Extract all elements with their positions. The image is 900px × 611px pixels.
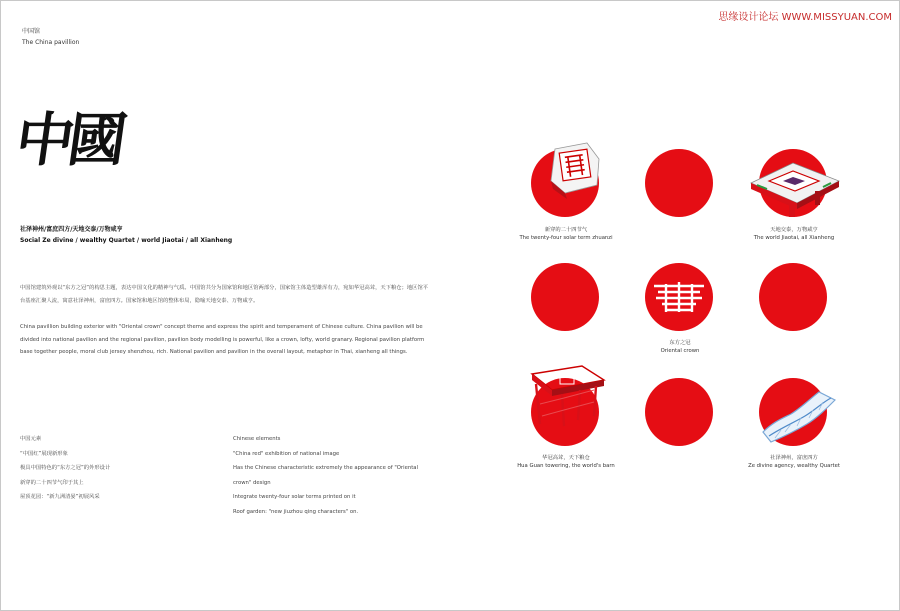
caption-en: Ze divine agency, wealthy Quartet <box>748 463 840 469</box>
list-item: Integrate twenty-four solar terms printed on it <box>233 494 356 500</box>
caption-solar-terms <box>491 226 641 242</box>
caption-cn: 华冠高耸，天下粮仓 <box>542 455 590 461</box>
list-item: crown" design <box>233 479 271 486</box>
red-circle-4 <box>531 263 599 331</box>
red-circle-8 <box>645 378 713 446</box>
caption-en: Hua Guan towering, the world's barn <box>517 463 615 469</box>
caption-en: Oriental crown <box>660 348 700 354</box>
red-circle-2 <box>645 149 713 217</box>
list-item: Chinese elements <box>233 436 281 442</box>
list-item: “中国红”展现新形象 <box>20 450 68 457</box>
list-item: 屋顶花园：“新九洲清晏”初展风采 <box>20 494 100 500</box>
caption-cn: 新穿的二十四节气 <box>544 227 588 233</box>
pavilion-roof-icon <box>749 157 841 219</box>
caption-hua-guan <box>491 454 641 470</box>
subtitle-en: Social Ze divine / wealthy Quartet / world Jiaotai / all Xianheng <box>20 237 233 244</box>
caption-oriental-crown <box>605 339 755 355</box>
subtitle <box>20 224 232 246</box>
red-circle-6 <box>759 263 827 331</box>
caption-cn: 天地交泰，万物咸亨 <box>770 227 818 233</box>
caption-ze-divine <box>719 454 869 470</box>
intro-paragraph-en: China pavillion building exterior with "Oriental crown" concept theme and express the spirit and temperament of Chinese culture. China pavilion will be divided into national pavilion and the regional pavilion, pavilion body modelling is powerful, like a crown, lofty, world granary. Regional pavilion platform base together people, moral club jersey shenzhou, rich. National pavilion and pavilion in the overall layout, metaphor in Thai, xianheng all things. <box>20 324 425 355</box>
oriental-crown-icon <box>650 280 708 314</box>
map-of-china-icon <box>761 388 837 444</box>
pavilion-structure-icon <box>522 364 608 430</box>
caption-cn: 社泽神州，富庶四方 <box>770 455 818 461</box>
elements-list-cn <box>20 432 200 505</box>
list-item: Roof garden: "new jiuzhou qing characters" on. <box>233 508 359 515</box>
list-item: "China red" exhibition of national image <box>233 450 340 457</box>
header-title-en: The China pavillion <box>22 39 80 46</box>
subtitle-cn: 社泽神州/富庶四方/天地交泰/万物咸亨 <box>20 226 123 233</box>
calligraphy-title: 中國 <box>11 106 126 174</box>
intro-paragraph-cn: 中国馆建筑外观以“东方之冠”的构思主题，表达中国文化的精神与气质。中国馆共分为国家馆和地区馆两部分，国家馆主体造型雄浑有力，宛如华冠高耸，天下粮仓；地区馆平台基座汇聚人流，寓意社泽神州，富庶四方。国家馆和地区馆的整体布局，隐喻天地交泰、万物咸亨。 <box>20 285 429 304</box>
page-header <box>22 26 79 48</box>
caption-cn: 东方之冠 <box>669 340 691 346</box>
list-item: 中国元素 <box>20 436 42 442</box>
caption-en: The world Jiaotai, all Xianheng <box>753 235 835 241</box>
solar-term-seal-icon <box>541 139 603 201</box>
caption-world-jiaotai <box>719 226 869 242</box>
elements-list-en <box>233 432 423 519</box>
list-item: 新穿的二十四节气印于其上 <box>20 479 84 486</box>
list-item: Has the Chinese characteristic extremely the appearance of "Oriental <box>233 465 418 471</box>
header-title-cn: 中国馆 <box>22 28 41 35</box>
watermark: 思缘设计论坛 WWW.MISSYUAN.COM <box>718 12 892 23</box>
caption-en: The twenty-four solar term zhuanzi <box>519 235 613 241</box>
list-item: 极具中国特色的“东方之冠”的外形设计 <box>20 465 111 471</box>
